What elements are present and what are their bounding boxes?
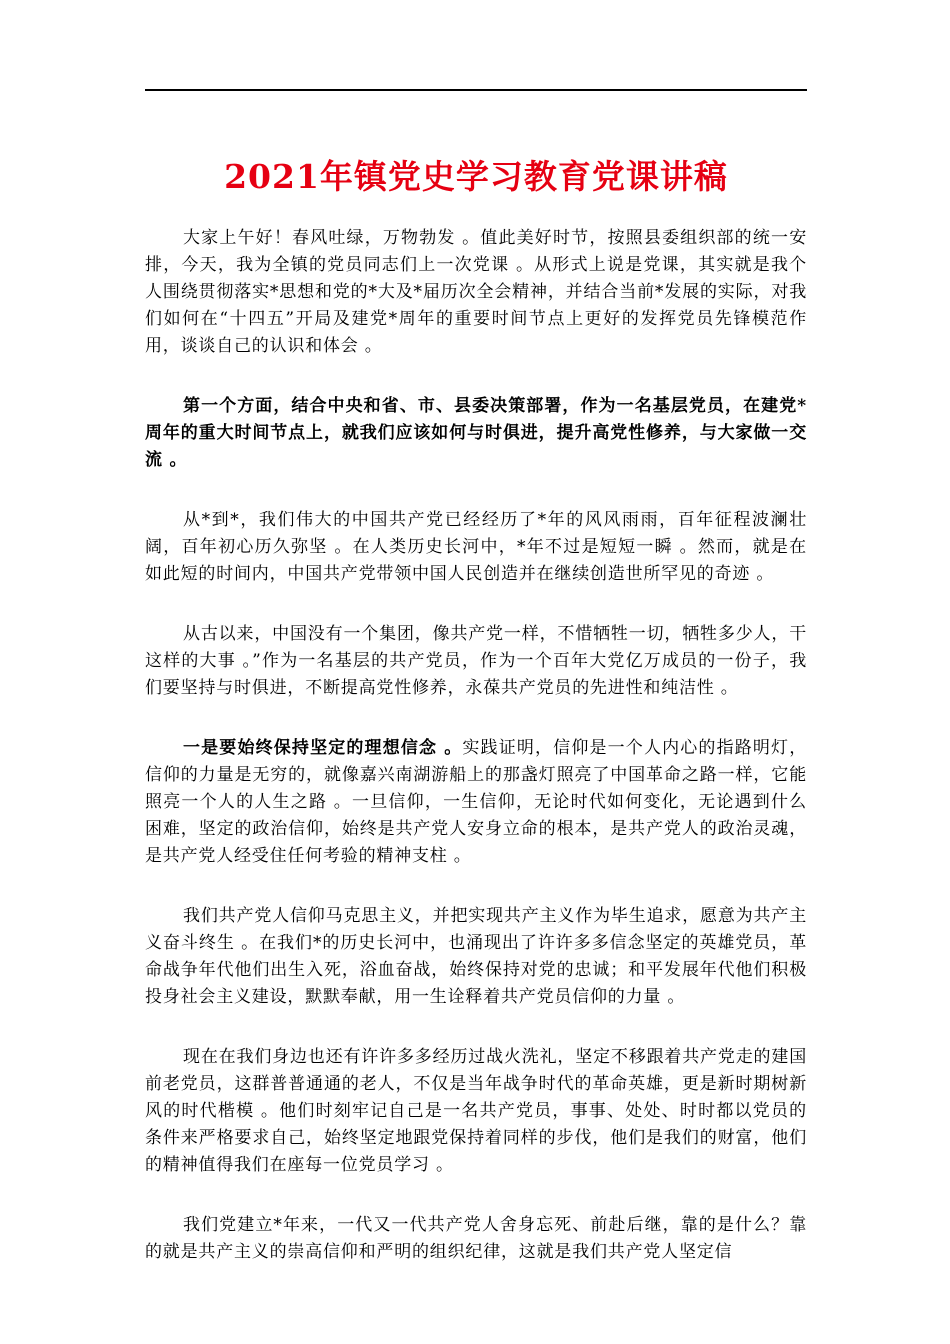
paragraph-intro: 大家上午好！春风吐绿，万物勃发 。值此美好时节，按照县委组织部的统一安排，今天，我为全镇的党员同志们上一次党课 。从形式上说是党课，其实就是我个人围绕贯彻落实*思想和党的*大及*届历次全会精神，并结合当前*发展的实际，对我们如何在“十四五”开局及建党*周年的重要时间节点上更好的发挥党员先锋模范作用，谈谈自己的认识和体会 。: [145, 228, 807, 356]
paragraph-ideals-text: 实践证明，信仰是一个人内心的指路明灯，信仰的力量是无穷的，就像嘉兴南湖游船上的那盏灯照亮了中国革命之路一样，它能照亮一个人的人生之路 。一旦信仰，一生信仰，无论时代如何变化，无论遇到什么困难，坚定的政治信仰，始终是共产党人安身立命的根本，是共产党人的政治灵魂，是共产党人经受住任何考验的精神支柱 。: [145, 738, 807, 866]
paragraph-ideals: [145, 735, 807, 870]
header-rule: [145, 89, 807, 91]
paragraph-purity: 从古以来，中国没有一个集团，像共产党一样，不惜牺牲一切，牺牲多少人，干这样的大事 。”作为一名基层的共产党员，作为一个百年大党亿万成员的一份子，我们要坚持与时俱进，不断提高党性修养，永葆共产党员的先进性和纯洁性 。: [145, 624, 807, 698]
paragraph-veterans: 现在在我们身边也还有许许多多经历过战火洗礼，坚定不移跟着共产党走的建国前老党员，这群普普通通的老人，不仅是当年战争时代的革命英雄，更是新时期树新风的时代楷模 。他们时刻牢记自己是一名共产党员，事事、处处、时时都以党员的条件来严格要求自己，始终坚定地跟党保持着同样的步伐，他们是我们的财富，他们的精神值得我们在座每一位党员学习 。: [145, 1047, 807, 1175]
paragraph-lead: 一是要始终保持坚定的理想信念 。: [183, 738, 463, 758]
document-title: 2021年镇党史学习教育党课讲稿: [224, 157, 728, 196]
document-body: [145, 225, 807, 1299]
paragraph-closing: 我们党建立*年来，一代又一代共产党人舍身忘死、前赴后继，靠的是什么？靠的就是共产主义的崇高信仰和严明的组织纪律，这就是我们共产党人坚定信: [145, 1215, 807, 1262]
paragraph-history: 从*到*，我们伟大的中国共产党已经经历了*年的风风雨雨，百年征程波澜壮阔，百年初心历久弥坚 。在人类历史长河中，*年不过是短短一瞬 。然而，就是在如此短的时间内，中国共产党带领中国人民创造并在继续创造世所罕见的奇迹 。: [145, 510, 807, 584]
paragraph-section-heading: 第一个方面，结合中央和省、市、县委决策部署，作为一名基层党员，在建党*周年的重大时间节点上，就我们应该如何与时俱进，提升高党性修养，与大家做一交流 。: [145, 396, 807, 470]
paragraph-marxism: 我们共产党人信仰马克思主义，并把实现共产主义作为毕生追求，愿意为共产主义奋斗终生 。在我们*的历史长河中，也涌现出了许许多多信念坚定的英雄党员，革命战争年代他们出生入死，浴血奋战，始终保持对党的忠诚；和平发展年代他们积极投身社会主义建设，默默奉献，用一生诠释着共产党员信仰的力量 。: [145, 906, 807, 1007]
